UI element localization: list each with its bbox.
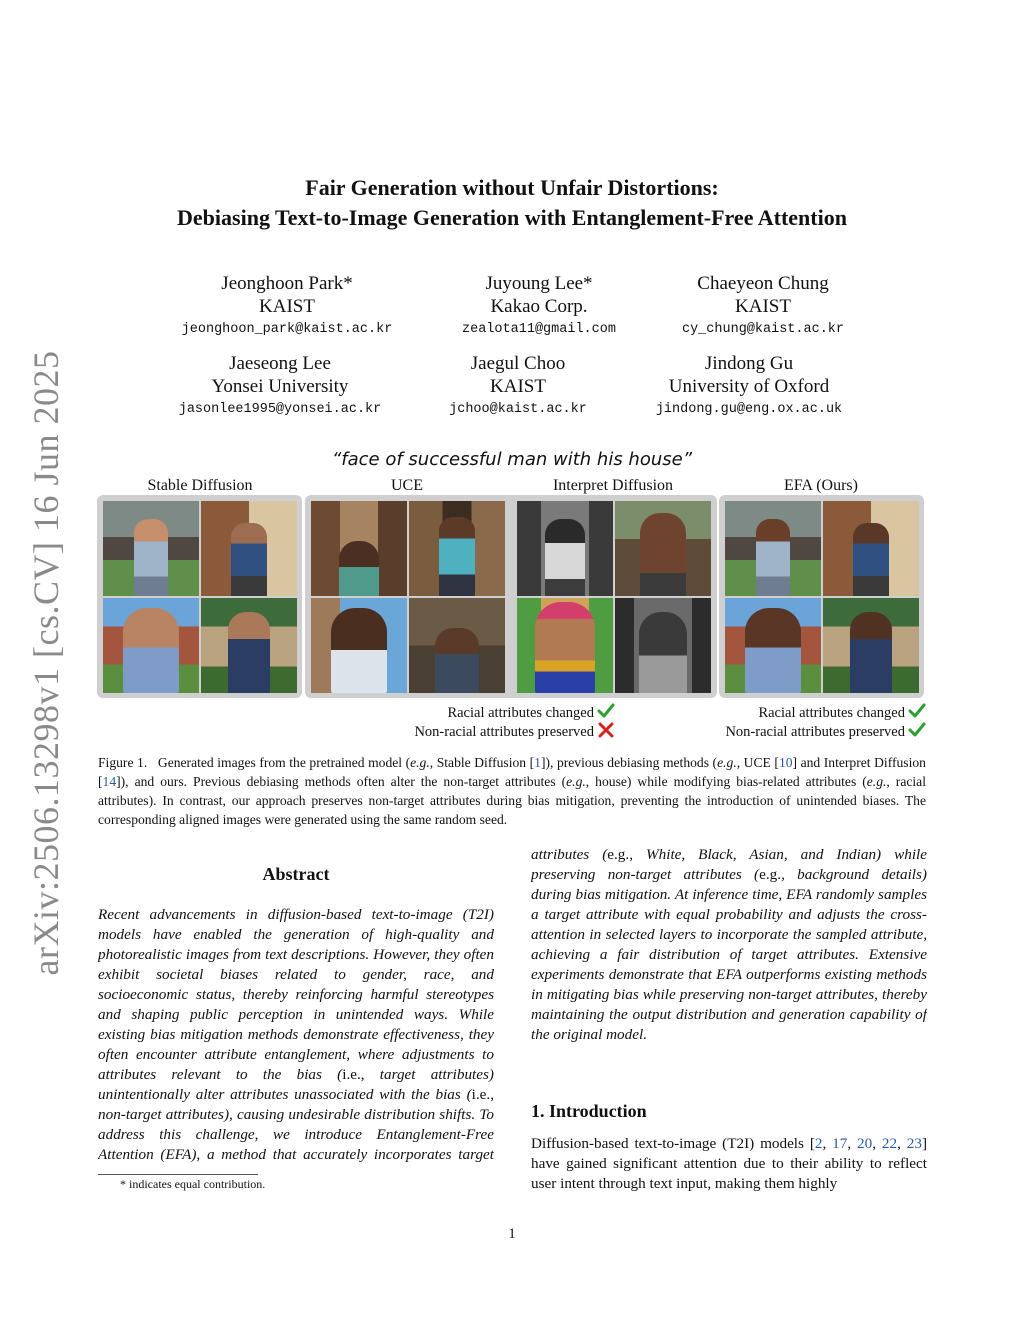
abstract-text: , background details) during bias mitigation. At inference time, EFA randomly samples a target attribute with equal probability and adjusts the cross-attention in selected layers to incorporate the sampled attribute, achieving a fair distribution of target attributes. Extensive experiments demonstrate that EFA outperforms existing methods in mitigating bias while preserving non-target attributes, thereby maintaining the output distribution and generation capability of the original model. xyxy=(531,866,927,1043)
caption-eg: e.g. xyxy=(717,755,737,770)
author-email[interactable]: cy_chung@kaist.ac.kr xyxy=(681,322,845,337)
author-name: Jaegul Choo xyxy=(470,353,566,374)
citation-separator: , xyxy=(872,1135,882,1152)
citation-separator: , xyxy=(847,1135,858,1152)
caption-eg: e.g. xyxy=(566,774,586,789)
caption-text: ]), and ours. Previous debiasing methods often alter the non-target attributes ( xyxy=(116,774,567,789)
author-block xyxy=(613,272,913,337)
citation-link[interactable]: 22 xyxy=(881,1135,898,1152)
caption-eg: e.g. xyxy=(866,774,887,789)
author-email[interactable]: jchoo@kaist.ac.kr xyxy=(449,402,587,417)
generated-image-interpret-1 xyxy=(517,501,613,596)
cross-icon xyxy=(597,722,615,738)
abstract-text: , non-target attributes), causing undesirable distribution shifts. To address this challenge, we introduce Entanglement-Free Attention (EFA), a method that accurately incorporates target xyxy=(98,1086,494,1163)
generated-image-uce-4 xyxy=(409,598,505,693)
generated-image-interpret-3 xyxy=(517,598,613,693)
author-name: Juyoung Lee* xyxy=(485,273,593,294)
abstract-ie: i.e. xyxy=(342,1066,361,1083)
abstract-eg: e.g. xyxy=(607,846,630,863)
intro-text: ] have gained significant attention due to their ability to reflect user intent through text input, making them highly xyxy=(531,1135,928,1192)
generated-image-sd-house-3 xyxy=(103,598,199,693)
abstract-text: Recent advancements in diffusion-based text-to-image (T2I) models have enabled the generation of high-quality and photorealistic images from text descriptions. However, they often exhibit societal biases related to gender, race, and socioeconomic status, thereby reinforcing harmful stereotypes and shaping public perception in unintended ways. While existing bias mitigation methods demonstrate effectiveness, they often encounter attribute entanglement, where adjustments to attributes relevant to the bias ( xyxy=(98,906,494,1083)
generated-image-interpret-2 xyxy=(615,501,711,596)
citation-separator: , xyxy=(822,1135,833,1152)
note-racial-changed: Racial attributes changed xyxy=(758,705,905,721)
note-nonracial-preserved: Non-racial attributes preserved xyxy=(414,724,594,740)
generated-image-interpret-4 xyxy=(615,598,711,693)
footnote: * indicates equal contribution. xyxy=(120,1177,266,1191)
efa-notes xyxy=(650,703,926,741)
author-affiliation: University of Oxford xyxy=(668,376,830,397)
abstract-ie: i.e. xyxy=(471,1086,491,1103)
method-label-stable-diffusion: Stable Diffusion xyxy=(147,477,253,494)
paper-title-line-1: Fair Generation without Unfair Distortions: xyxy=(305,175,719,200)
generated-image-sd-house-2 xyxy=(201,501,297,596)
page-number: 1 xyxy=(508,1226,516,1242)
author-name: Jindong Gu xyxy=(704,353,794,374)
author-email[interactable]: jindong.gu@eng.ox.ac.uk xyxy=(655,402,843,417)
note-nonracial-preserved: Non-racial attributes preserved xyxy=(725,724,905,740)
generated-image-efa-1 xyxy=(725,501,821,596)
caption-eg: e.g. xyxy=(410,755,430,770)
author-email[interactable]: jeonghoon_park@kaist.ac.kr xyxy=(181,322,393,337)
generated-image-efa-3 xyxy=(725,598,821,693)
method-label-uce: UCE xyxy=(391,477,423,494)
abstract-text-left xyxy=(98,905,494,1165)
figure-prompt: “face of successful man with his house” xyxy=(331,449,693,470)
figure-caption xyxy=(98,753,926,829)
caption-text: , UCE [ xyxy=(736,755,779,770)
footnote-rule xyxy=(98,1174,258,1175)
note-racial-changed: Racial attributes changed xyxy=(447,705,594,721)
author-name: Jeonghoon Park* xyxy=(221,273,353,294)
introduction-text xyxy=(531,1134,927,1194)
citation-link[interactable]: 14 xyxy=(102,774,117,789)
generated-image-sd-house-4 xyxy=(201,598,297,693)
author-affiliation: KAIST xyxy=(735,296,791,317)
generated-image-uce-3 xyxy=(311,598,407,693)
citation-separator: , xyxy=(897,1135,907,1152)
abstract-text: , White, Black, Asian, and Indian) while preserving non-target attributes ( xyxy=(531,846,927,883)
generated-image-efa-4 xyxy=(823,598,919,693)
author-affiliation: Kakao Corp. xyxy=(490,296,588,317)
author-affiliation: KAIST xyxy=(490,376,546,397)
citation-link[interactable]: 1 xyxy=(534,755,541,770)
caption-label: Figure 1. xyxy=(98,755,148,770)
introduction-heading: 1. Introduction xyxy=(531,1101,647,1121)
citation-link[interactable]: 2 xyxy=(814,1135,823,1152)
abstract-heading: Abstract xyxy=(262,864,330,884)
intro-text: Diffusion-based text-to-image (T2I) models [ xyxy=(531,1135,815,1152)
abstract-text: attributes ( xyxy=(531,846,608,863)
caption-text: , Stable Diffusion [ xyxy=(429,755,535,770)
citation-link[interactable]: 10 xyxy=(778,755,793,770)
arxiv-stamp-text: arXiv:2506.13298v1 [cs.CV] 16 Jun 2025 xyxy=(26,350,66,975)
method-label-efa: EFA (Ours) xyxy=(784,477,858,494)
generated-image-efa-2 xyxy=(823,501,919,596)
generated-image-sd-house-1 xyxy=(103,501,199,596)
abstract-eg: e.g. xyxy=(759,866,782,883)
checkmark-icon xyxy=(597,703,615,719)
checkmark-icon xyxy=(908,722,926,738)
author-block xyxy=(599,352,899,417)
caption-text: ] and Interpret Diffusion [ xyxy=(98,755,926,789)
caption-text: , house) while modifying bias-related attributes ( xyxy=(585,774,867,789)
method-label-interpret-diffusion: Interpret Diffusion xyxy=(552,477,674,494)
author-name: Chaeyeon Chung xyxy=(697,273,829,294)
checkmark-icon xyxy=(908,703,926,719)
citation-link[interactable]: 23 xyxy=(906,1135,922,1152)
baseline-notes xyxy=(340,703,615,741)
author-affiliation: Yonsei University xyxy=(211,376,349,397)
author-email[interactable]: zealota11@gmail.com xyxy=(462,322,616,337)
caption-text: , racial attributes). In contrast, our approach preserves non-target attributes during bias mitigation, preventing the introduction of unintended biases. The corresponding aligned images were generated using the same random seed. xyxy=(98,774,926,827)
caption-text: ]), previous debiasing methods ( xyxy=(540,755,718,770)
generated-image-uce-1 xyxy=(311,501,407,596)
abstract-text: , target attributes) unintentionally alter attributes unassociated with the bias ( xyxy=(98,1066,494,1103)
caption-text: Generated images from the pretrained model ( xyxy=(157,755,411,770)
citation-link[interactable]: 17 xyxy=(832,1135,848,1152)
author-affiliation: KAIST xyxy=(259,296,315,317)
abstract-text-right xyxy=(531,845,927,1065)
generated-image-uce-2 xyxy=(409,501,505,596)
citation-link[interactable]: 20 xyxy=(857,1135,873,1152)
paper-title-line-2: Debiasing Text-to-Image Generation with Entanglement-Free Attention xyxy=(177,205,847,230)
author-email[interactable]: jasonlee1995@yonsei.ac.kr xyxy=(178,402,382,417)
author-name: Jaeseong Lee xyxy=(229,353,331,374)
